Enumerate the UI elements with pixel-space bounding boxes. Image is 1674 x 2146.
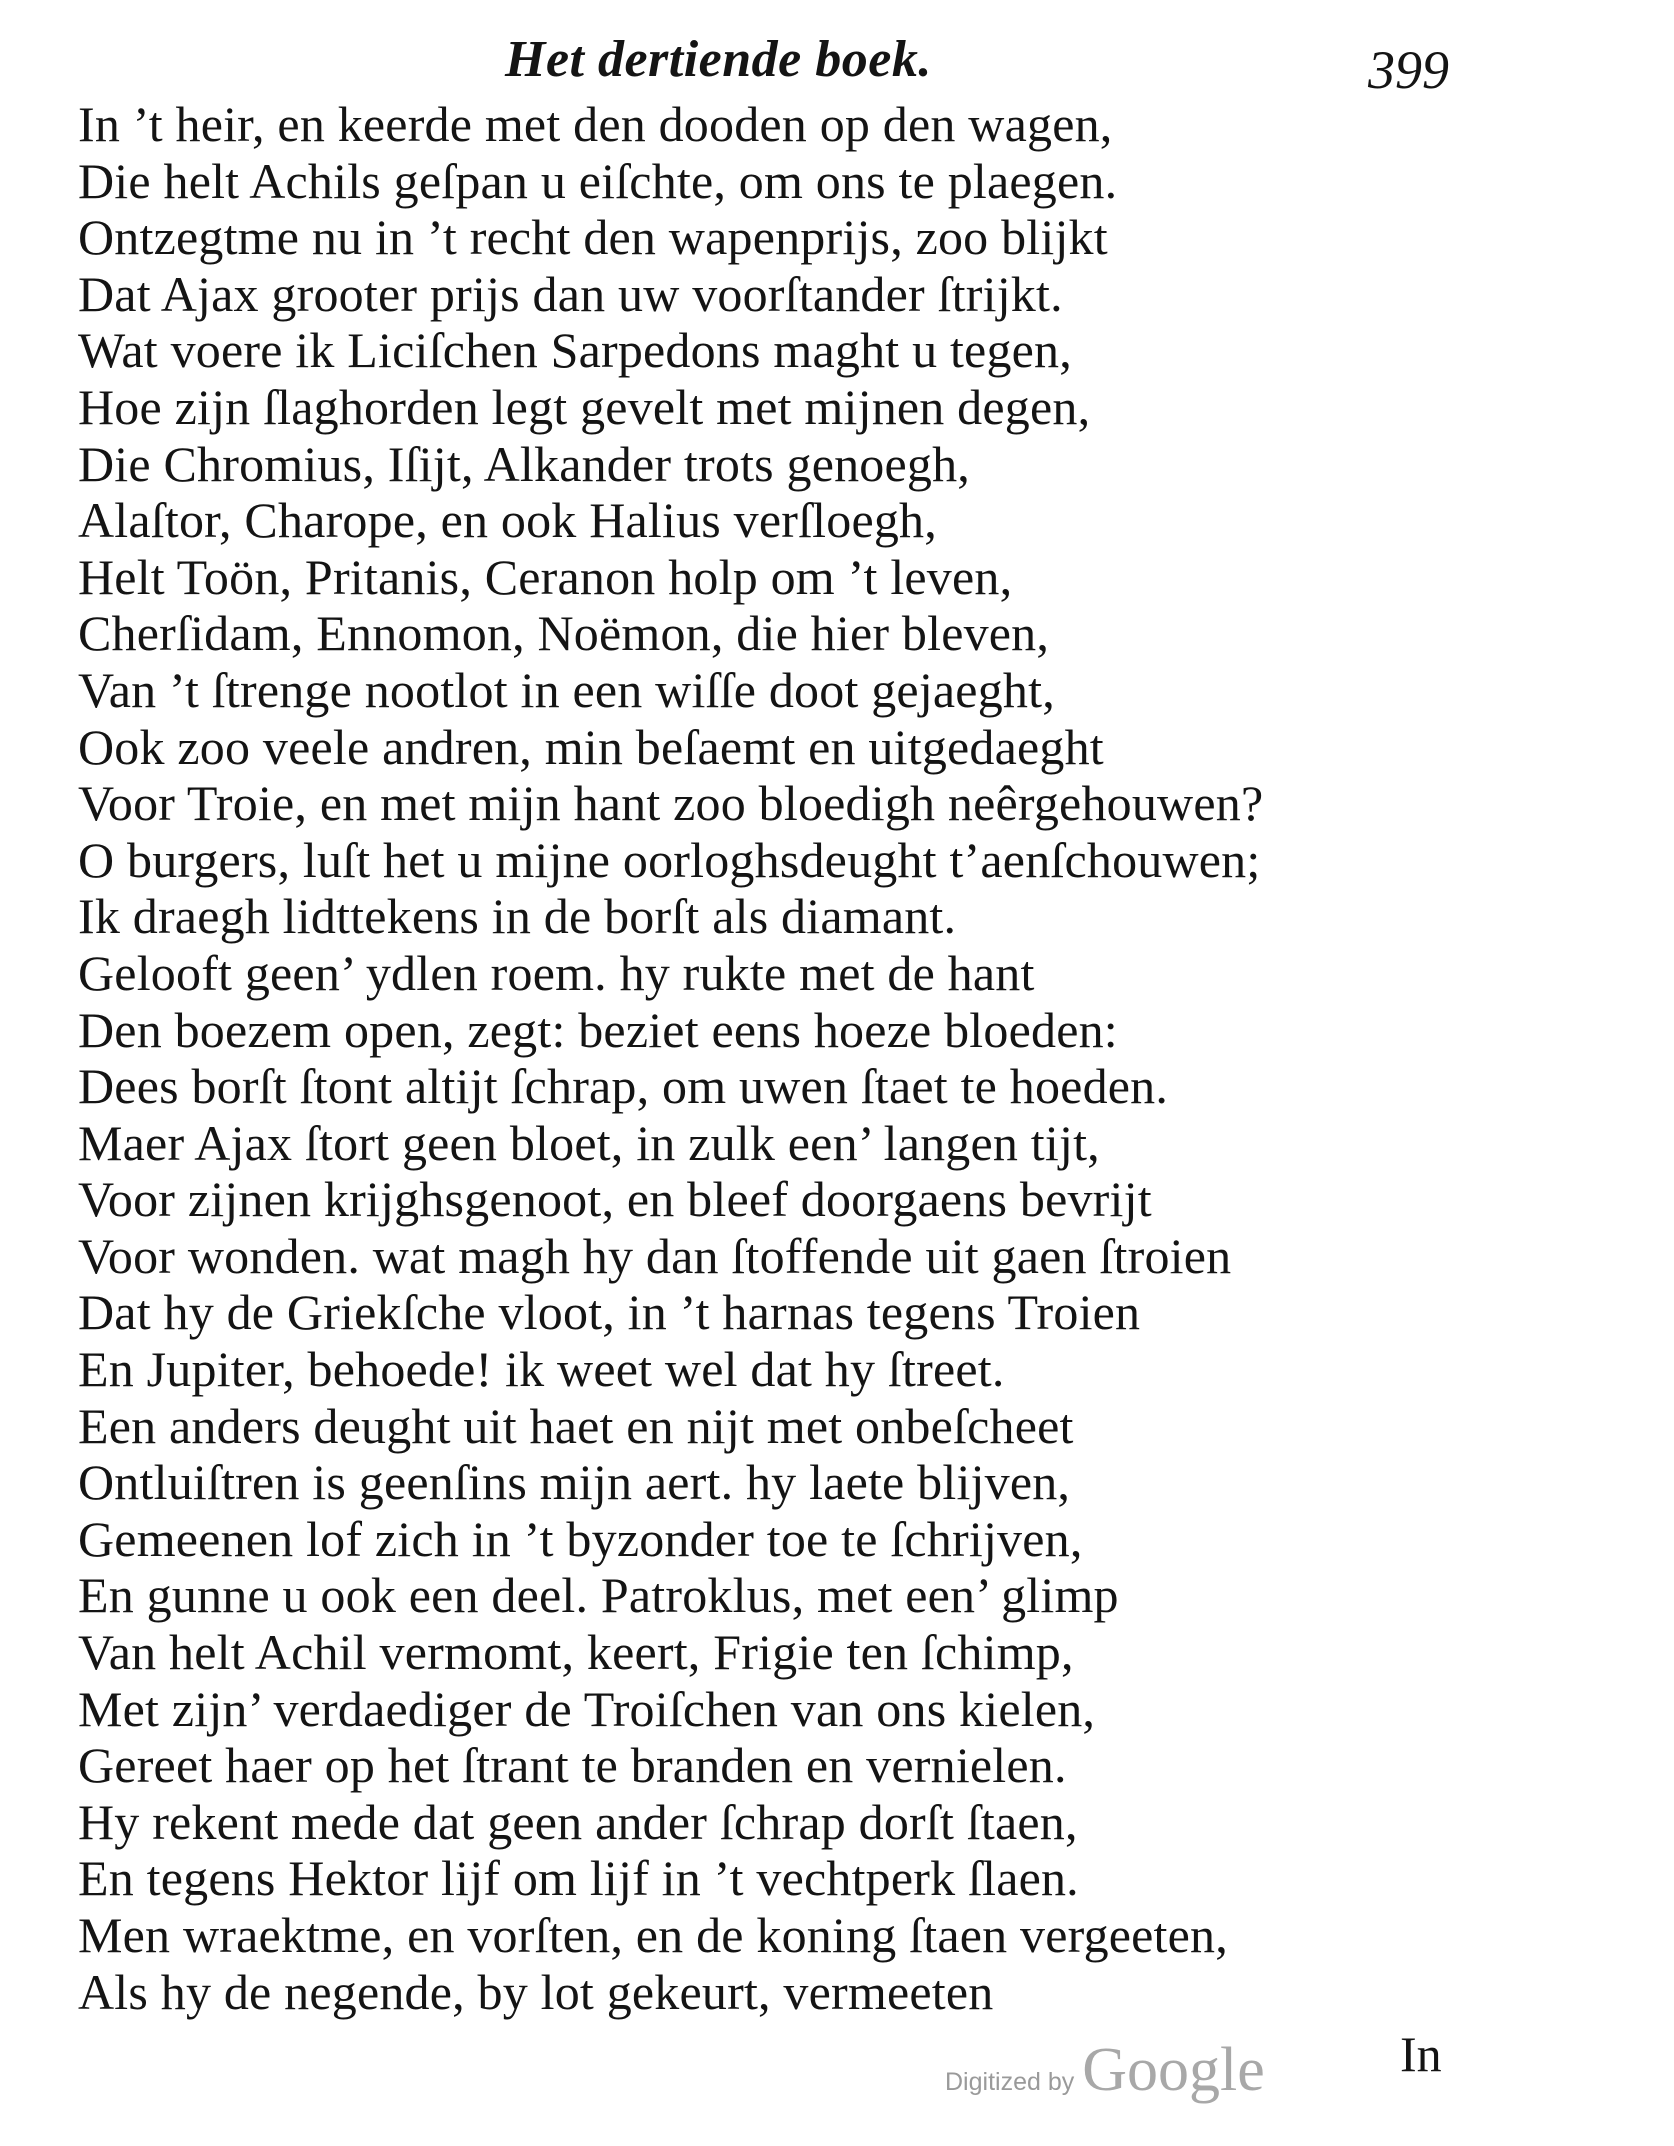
verse-line: Voor wonden. wat magh hy dan ſtoffende uit gaen ſtroien (78, 1227, 1232, 1284)
page-number: 399 (1368, 40, 1449, 100)
google-logo: Google (1082, 2036, 1265, 2104)
verse-line: En tegens Hektor lijf om lijf in ’t vechtperk ſlaen. (78, 1850, 1079, 1907)
digitized-watermark (945, 2038, 1265, 2102)
verse-line: Dat Ajax grooter prijs dan uw voorſtander ſtrijkt. (78, 265, 1063, 322)
verse-line: Men wraektme, en vorſten, en de koning ſtaen vergeeten, (78, 1907, 1228, 1963)
verse-line: Met zijn’ verdaediger de Troiſchen van ons kielen, (78, 1680, 1096, 1737)
verse-line: Die helt Achils geſpan u eiſchte, om ons te plaegen. (78, 152, 1118, 209)
verse-line: Hoe zijn ſlaghorden legt gevelt met mijnen degen, (78, 378, 1091, 435)
verse-line: Helt Toön, Pritanis, Ceranon holp om ’t leven, (78, 548, 1013, 605)
digitized-by-label: Digitized by (945, 2068, 1075, 2096)
verse-line: Gereet haer op het ſtrant te branden en vernielen. (78, 1737, 1067, 1794)
verse-line: Ontzegtme nu in ’t recht den wapenprijs, zoo blijkt (78, 209, 1108, 266)
verse-line: En Jupiter, behoede! ik weet wel dat hy ſtreet. (78, 1341, 1005, 1398)
verse-line: Als hy de negende, by lot gekeurt, vermeeten (78, 1963, 994, 2020)
running-head: Het dertiende boek. (505, 31, 932, 88)
verse-line: Cherſidam, Ennomon, Noëmon, die hier bleven, (78, 605, 1050, 662)
verse-line: O burgers, luſt het u mijne oorloghsdeught t’aenſchouwen; (78, 831, 1261, 888)
verse-line: Ik draegh lidttekens in de borſt als diamant. (78, 888, 957, 945)
verse-line: Maer Ajax ſtort geen bloet, in zulk een’ langen tijt, (78, 1114, 1100, 1171)
verse-line: In ’t heir, en keerde met den dooden op den wagen, (78, 96, 1113, 152)
verse-line: En gunne u ook een deel. Patroklus, met een’ glimp (78, 1567, 1119, 1624)
verse-line: Den boezem open, zegt: beziet eens hoeze bloeden: (78, 1001, 1118, 1058)
verse-line: Ontluiſtren is geenſins mijn aert. hy laete blijven, (78, 1454, 1071, 1511)
catchword: In (1400, 2026, 1442, 2082)
verse-line: Hy rekent mede dat geen ander ſchrap dorſt ſtaen, (78, 1793, 1078, 1850)
verse-line: Voor Troie, en met mijn hant zoo bloedigh neêrgehouwen? (78, 775, 1264, 832)
verse-line: Gemeenen lof zich in ’t byzonder toe te ſchrijven, (78, 1510, 1083, 1567)
verse-line: Van ’t ſtrenge nootlot in een wiſſe doot gejaeght, (78, 661, 1055, 718)
verse-line: Dees borſt ſtont altijt ſchrap, om uwen ſtaet te hoeden. (78, 1058, 1169, 1115)
verse-line: Voor zijnen krijghsgenoot, en bleef doorgaens bevrijt (78, 1171, 1152, 1228)
verse-block (78, 96, 1478, 2020)
verse-line: Van helt Achil vermomt, keert, Frigie ten ſchimp, (78, 1624, 1074, 1681)
verse-line: Gelooft geen’ ydlen roem. hy rukte met de hant (78, 944, 1035, 1001)
verse-line: Wat voere ik Liciſchen Sarpedons maght u tegen, (78, 322, 1072, 379)
verse-line: Die Chromius, Iſijt, Alkander trots genoegh, (78, 435, 971, 492)
verse-line: Een anders deught uit haet en nijt met onbeſcheet (78, 1397, 1074, 1454)
verse-line: Dat hy de Griekſche vloot, in ’t harnas tegens Troien (78, 1284, 1141, 1341)
verse-line: Alaſtor, Charope, en ook Halius verſloegh, (78, 492, 937, 549)
verse-line: Ook zoo veele andren, min beſaemt en uitgedaeght (78, 718, 1104, 775)
